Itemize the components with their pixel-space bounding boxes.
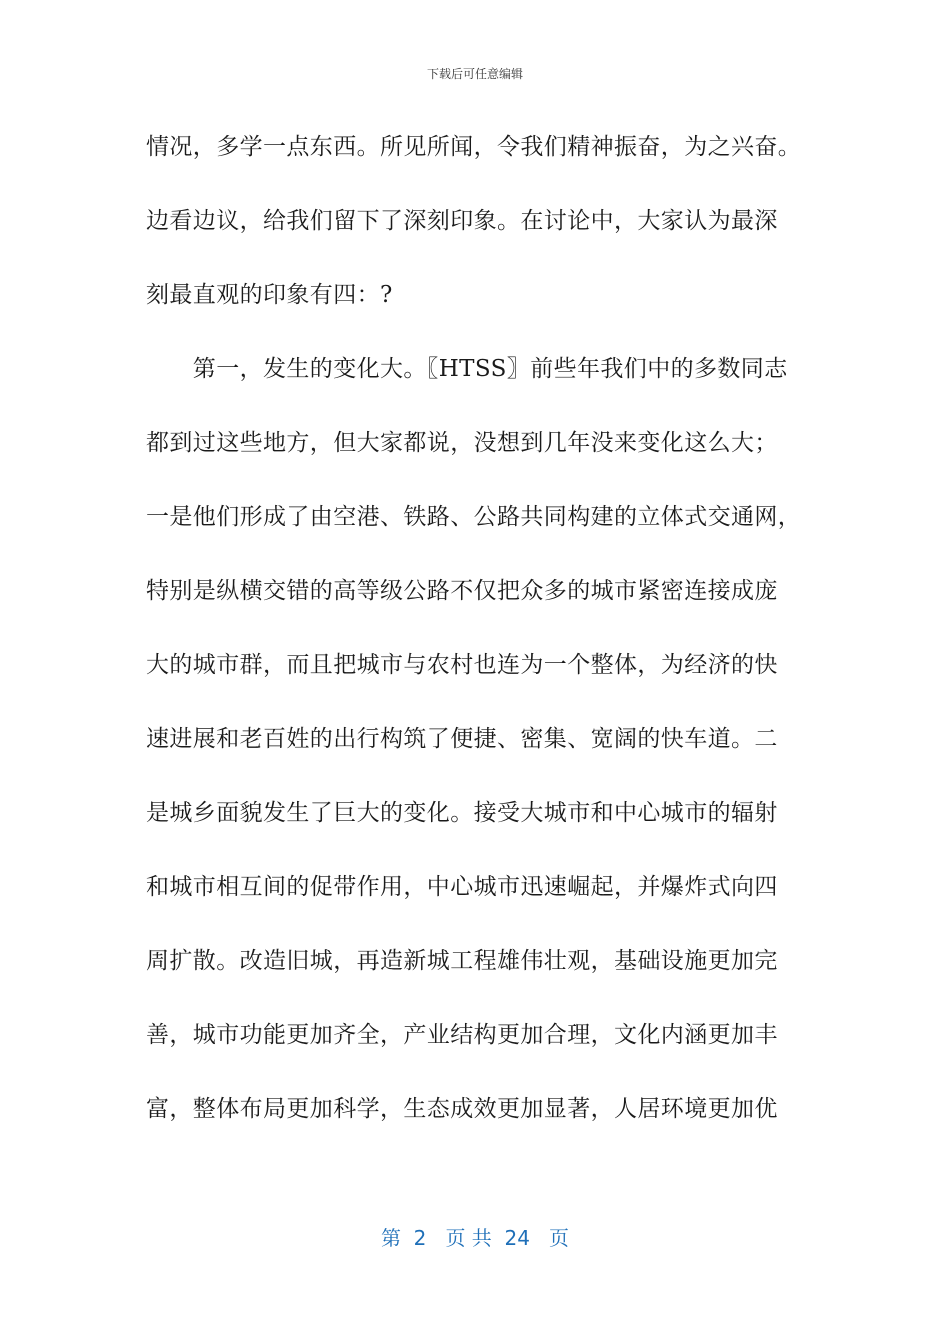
body-line-9: 速进展和老百姓的出行构筑了便捷、密集、宽阔的快车道。二	[146, 726, 778, 752]
body-line-10: 是城乡面貌发生了巨大的变化。接受大城市和中心城市的辐射	[146, 800, 778, 826]
body-line-3: 刻最直观的印象有四：?	[146, 282, 393, 308]
page-header: 下载后可任意编辑	[426, 67, 523, 81]
body-line-4: 第一，发生的变化大。〖HTSS〗前些年我们中的多数同志	[146, 356, 788, 382]
body-line-8: 大的城市群，而且把城市与农村也连为一个整体，为经济的快	[146, 652, 778, 678]
body-line-1: 情况，多学一点东西。所见所闻，令我们精神振奋，为之兴奋。	[146, 134, 802, 160]
body-line-12: 周扩散。改造旧城，再造新城工程雄伟壮观，基础设施更加完	[146, 948, 778, 974]
body-line-6: 一是他们形成了由空港、铁路、公路共同构建的立体式交通网，	[146, 504, 802, 530]
body-line-11: 和城市相互间的促带作用，中心城市迅速崛起，并爆炸式向四	[146, 874, 778, 900]
document-body	[146, 120, 816, 1156]
page-number-footer: 第 2 页 共 24 页	[380, 1226, 570, 1250]
body-line-2: 边看边议，给我们留下了深刻印象。在讨论中，大家认为最深	[146, 208, 778, 234]
body-line-7: 特别是纵横交错的高等级公路不仅把众多的城市紧密连接成庞	[146, 578, 778, 604]
body-line-13: 善，城市功能更加齐全，产业结构更加合理，文化内涵更加丰	[146, 1022, 778, 1048]
body-line-14: 富，整体布局更加科学，生态成效更加显著，人居环境更加优	[146, 1096, 778, 1122]
body-line-5: 都到过这些地方，但大家都说，没想到几年没来变化这么大；	[146, 430, 778, 456]
